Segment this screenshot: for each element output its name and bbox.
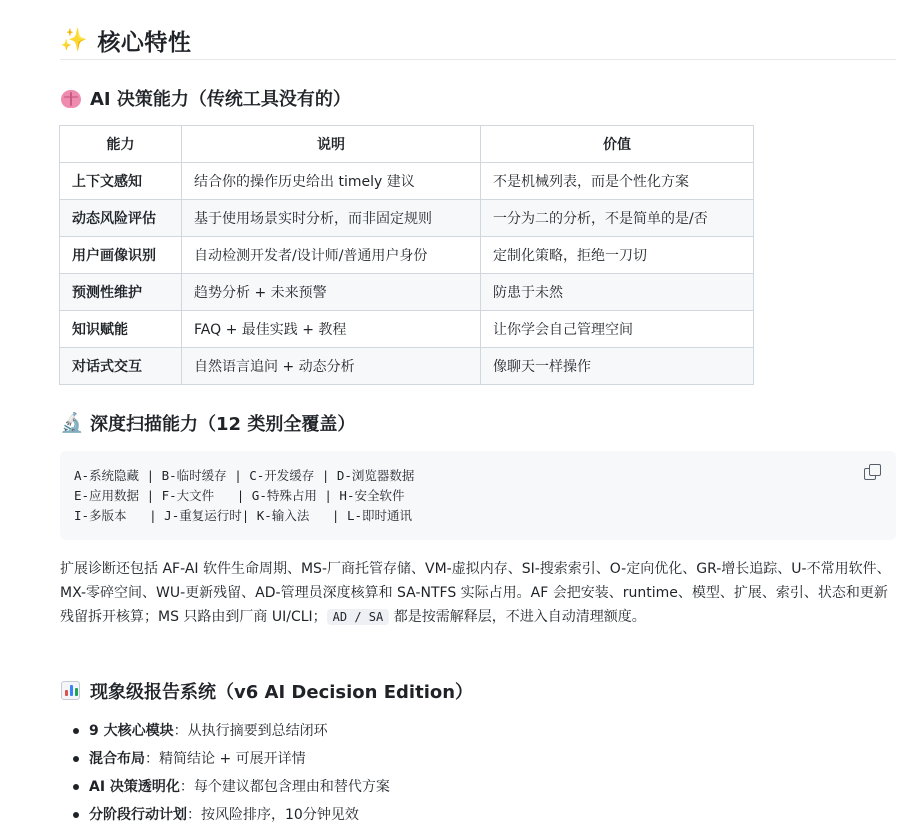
list-item-text: ：每个建议都包含理由和替代方案 xyxy=(179,779,390,795)
capability-table xyxy=(59,125,754,385)
table-row xyxy=(60,237,754,274)
table-cell: FAQ + 最佳实践 + 教程 xyxy=(182,311,481,348)
paragraph-text: 都是按需解释层，不进入自动清理额度。 xyxy=(389,609,646,625)
table-cell: 让你学会自己管理空间 xyxy=(481,311,754,348)
list-item-bold: 混合布局 xyxy=(89,751,145,767)
report-system-title: 现象级报告系统（v6 AI Decision Edition） xyxy=(90,682,474,703)
list-item-text: ：按风险排序，10分钟见效 xyxy=(187,807,359,823)
inline-code: AD / SA xyxy=(327,609,390,625)
deep-scan-heading xyxy=(60,410,355,436)
list-item xyxy=(73,801,390,829)
table-cell: 定制化策略，拒绝一刀切 xyxy=(481,237,754,274)
table-header: 说明 xyxy=(182,126,481,163)
table-cell: 防患于未然 xyxy=(481,274,754,311)
scan-category-code-block xyxy=(60,451,896,540)
list-item-bold: 9 大核心模块 xyxy=(89,723,174,739)
brain-icon xyxy=(60,87,82,109)
paragraph-text: 扩展诊断还包括 AF-AI 软件生命周期、MS-厂商托管存储、VM-虚拟内存、SI-搜索索引、O-定向优化、GR-增长追踪、U-不常用软件、MX-零碎空间、WU-更新残留、AD-管理员深度核算和 SA-NTFS 实际占用。AF 会把安装、runtime、模型、扩展、索引、状态和更新残留拆开核算；MS 只路由到厂商 UI/CLI； xyxy=(60,561,891,625)
ai-decision-title: AI 决策能力（传统工具没有的） xyxy=(90,89,351,110)
table-cell: 上下文感知 xyxy=(60,163,182,200)
report-system-heading xyxy=(60,678,473,704)
table-row xyxy=(60,200,754,237)
table-cell: 用户画像识别 xyxy=(60,237,182,274)
table-cell: 对话式交互 xyxy=(60,348,182,385)
list-item xyxy=(73,745,390,773)
table-cell: 一分为二的分析，不是简单的是/否 xyxy=(481,200,754,237)
ai-decision-heading xyxy=(60,85,351,111)
extended-diagnostics-paragraph xyxy=(60,557,896,629)
table-cell: 预测性维护 xyxy=(60,274,182,311)
section-heading-core-features xyxy=(60,22,896,60)
table-cell: 基于使用场景实时分析，而非固定规则 xyxy=(182,200,481,237)
code-line: E-应用数据 | F-大文件 | G-特殊占用 | H-安全软件 xyxy=(74,488,405,503)
code-content xyxy=(74,466,414,526)
table-row xyxy=(60,274,754,311)
table-header: 能力 xyxy=(60,126,182,163)
list-item-text: ：从执行摘要到总结闭环 xyxy=(173,723,328,739)
table-row xyxy=(60,348,754,385)
table-header: 价值 xyxy=(481,126,754,163)
list-item-bold: 分阶段行动计划 xyxy=(89,807,187,823)
code-line: A-系统隐藏 | B-临时缓存 | C-开发缓存 | D-浏览器数据 xyxy=(74,468,415,483)
list-item xyxy=(73,717,390,745)
copy-icon[interactable] xyxy=(864,464,880,480)
table-cell: 自然语言追问 + 动态分析 xyxy=(182,348,481,385)
list-item-bold: AI 决策透明化 xyxy=(89,779,180,795)
table-cell: 不是机械列表，而是个性化方案 xyxy=(481,163,754,200)
bar-chart-icon xyxy=(60,680,82,702)
sparkles-icon: ✨ xyxy=(60,28,88,53)
table-row xyxy=(60,163,754,200)
table-cell: 自动检测开发者/设计师/普通用户身份 xyxy=(182,237,481,274)
table-cell: 像聊天一样操作 xyxy=(481,348,754,385)
deep-scan-title: 深度扫描能力（12 类别全覆盖） xyxy=(90,414,356,435)
report-feature-list xyxy=(73,717,390,829)
table-cell: 趋势分析 + 未来预警 xyxy=(182,274,481,311)
microscope-icon: 🔬 xyxy=(60,412,84,434)
code-line: I-多版本 | J-重复运行时| K-输入法 | L-即时通讯 xyxy=(74,508,413,523)
table-cell: 动态风险评估 xyxy=(60,200,182,237)
section-title: 核心特性 xyxy=(97,30,192,56)
table-row xyxy=(60,311,754,348)
list-item xyxy=(73,773,390,801)
list-item-text: ：精简结论 + 可展开详情 xyxy=(145,751,306,767)
table-cell: 知识赋能 xyxy=(60,311,182,348)
table-header-row xyxy=(60,126,754,163)
table-cell: 结合你的操作历史给出 timely 建议 xyxy=(182,163,481,200)
